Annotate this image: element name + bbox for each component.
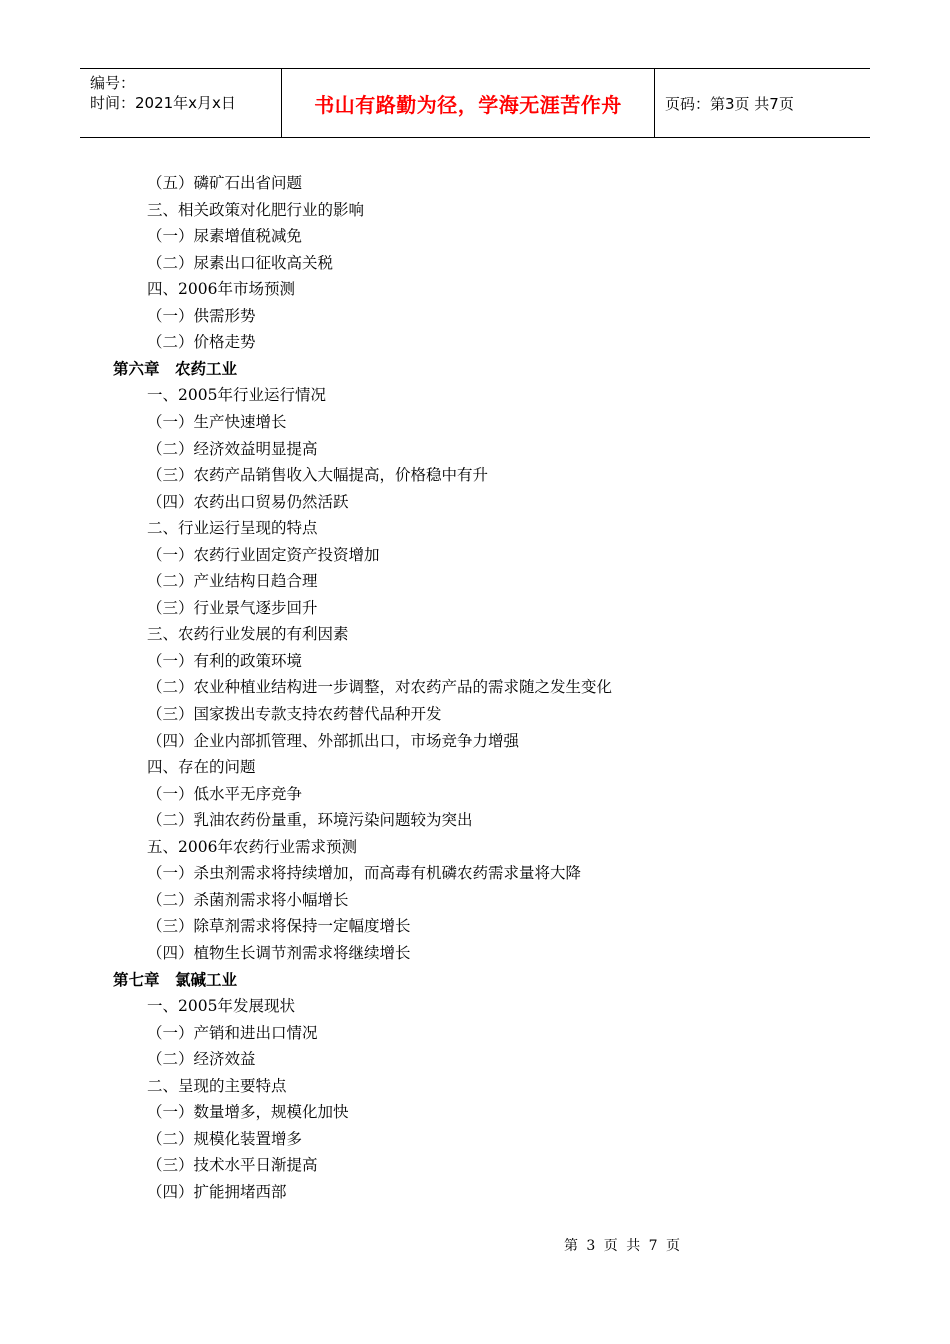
- toc-section-line: 四、2006年市场预测: [147, 280, 295, 299]
- toc-sub-line: （四）扩能拥堵西部: [147, 1182, 287, 1201]
- header-page-cell: [655, 69, 870, 137]
- toc-sub-line: （二）农业种植业结构进一步调整，对农药产品的需求随之发生变化: [147, 678, 613, 697]
- toc-section-line: 一、2005年行业运行情况: [147, 386, 326, 405]
- toc-sub-line: （四）农药出口贸易仍然活跃: [147, 492, 349, 511]
- toc-sub-line: （三）农药产品销售收入大幅提高，价格稳中有升: [147, 466, 489, 485]
- toc-sub-line: （一）数量增多，规模化加快: [147, 1103, 349, 1122]
- toc-sub-line: （一）生产快速增长: [147, 412, 287, 431]
- footer-page-number: 第 3 页 共 7 页: [563, 1238, 681, 1254]
- toc-sub-line: （四）企业内部抓管理、外部抓出口，市场竞争力增强: [147, 731, 520, 750]
- toc-sub-line: （一）杀虫剂需求将持续增加，而高毒有机磷农药需求量将大降: [147, 864, 582, 883]
- page-footer: [0, 1235, 950, 1255]
- toc-sub-line: （一）低水平无序竞争: [147, 784, 303, 803]
- header-motto-cell: [282, 69, 655, 137]
- toc-chapter-line: 第七章 氯碱工业: [113, 970, 238, 989]
- toc-sub-line: （二）乳油农药份量重，环境污染问题较为突出: [147, 811, 473, 830]
- toc-sub-line: （一）农药行业固定资产投资增加: [147, 545, 380, 564]
- header-motto: 书山有路勤为径，学海无涯苦作舟: [314, 92, 622, 117]
- toc-section-line: 三、相关政策对化肥行业的影响: [147, 200, 365, 219]
- toc-sub-line: （三）国家拨出专款支持农药替代品种开发: [147, 705, 442, 723]
- toc-section-line: 三、农药行业发展的有利因素: [147, 625, 349, 644]
- toc-section-line: 五、2006年农药行业需求预测: [147, 837, 357, 856]
- toc-sub-line: （二）经济效益明显提高: [147, 439, 318, 458]
- toc-sub-line: （一）供需形势: [147, 306, 256, 325]
- toc-sub-line: （五）磷矿石出省问题: [147, 174, 303, 192]
- toc-sub-line: （二）价格走势: [147, 333, 256, 352]
- toc-section-line: 二、行业运行呈现的特点: [147, 519, 318, 538]
- page-header: [80, 68, 870, 138]
- toc-sub-line: （二）规模化装置增多: [147, 1129, 303, 1148]
- document-time-label: 时间：2021年x月x日: [90, 94, 236, 112]
- toc-sub-line: （三）除草剂需求将保持一定幅度增长: [147, 917, 411, 936]
- header-page-code: 页码：第3页 共7页: [665, 94, 794, 113]
- toc-section-line: 一、2005年发展现状: [147, 997, 295, 1016]
- toc-sub-line: （二）尿素出口征收高关税: [147, 253, 334, 272]
- toc-sub-line: （一）有利的政策环境: [147, 651, 303, 670]
- toc-sub-line: （二）产业结构日趋合理: [147, 572, 318, 591]
- toc-sub-line: （一）尿素增值税减免: [147, 227, 303, 246]
- toc-sub-line: （二）杀菌剂需求将小幅增长: [147, 890, 349, 909]
- document-number-label: 编号：: [90, 74, 136, 92]
- header-meta-cell: [80, 69, 282, 137]
- toc-sub-line: （三）技术水平日渐提高: [147, 1156, 318, 1175]
- toc-sub-line: （三）行业景气逐步回升: [147, 598, 318, 617]
- toc-sub-line: （二）经济效益: [147, 1050, 256, 1069]
- toc-sub-line: （一）产销和进出口情况: [147, 1023, 318, 1042]
- toc-section-line: 二、呈现的主要特点: [147, 1076, 287, 1095]
- toc-chapter-line: 第六章 农药工业: [113, 359, 238, 378]
- toc-section-line: 四、存在的问题: [147, 758, 256, 777]
- toc-sub-line: （四）植物生长调节剂需求将继续增长: [147, 943, 411, 962]
